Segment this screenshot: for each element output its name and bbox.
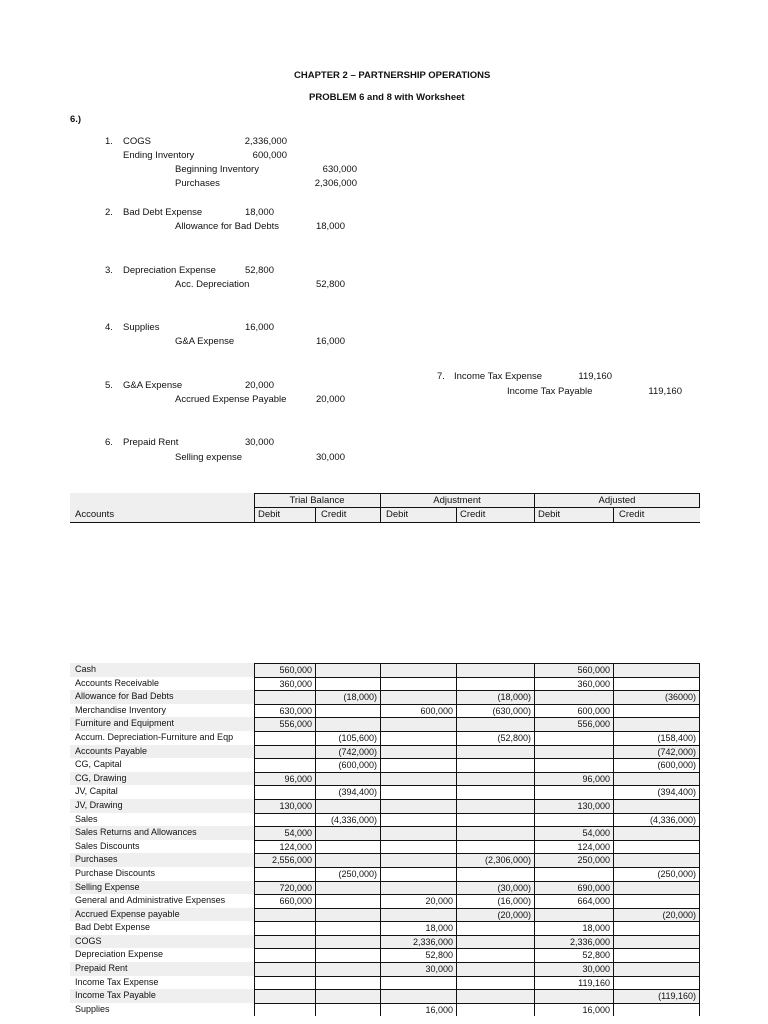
amount-cell: (20,000) [456,908,534,922]
table-row [70,690,700,704]
amount-cell [456,1003,534,1017]
amount-cell: (600,000) [315,758,380,772]
amount-cell [456,745,534,759]
entry-debit-account: Ending Inventory [123,150,195,161]
amount-cell: (742,000) [613,745,700,759]
amount-cell [380,908,456,922]
account-name: Merchandise Inventory [75,704,167,715]
debit-header: Debit [258,509,281,520]
table-row [70,948,700,962]
account-name: CG, Drawing [75,772,127,783]
amount-cell [456,758,534,772]
amount-cell [456,785,534,799]
account-name: Accrued Expense payable [75,908,180,919]
amount-cell: 690,000 [534,881,613,895]
amount-cell [380,826,456,840]
entry-debit-account: G&A Expense [123,380,183,391]
table-row [70,853,700,867]
account-name: Purchases [75,854,118,865]
account-name: Prepaid Rent [75,963,128,974]
entry-debit-account: Prepaid Rent [123,437,179,448]
entry-number: 2. [105,207,113,218]
amount-cell [254,690,315,704]
entry-credit-amount: 20,000 [315,394,345,405]
table-row [70,745,700,759]
header-divider [456,507,457,522]
amount-cell [254,935,315,949]
entry-debit-amount: 2,336,000 [244,136,287,147]
amount-cell [456,989,534,1003]
credit-header: Credit [460,509,486,520]
amount-cell: (158,400) [613,731,700,745]
amount-cell: (2,306,000) [456,853,534,867]
amount-cell: 560,000 [534,663,613,677]
amount-cell [380,772,456,786]
amount-cell [315,799,380,813]
amount-cell [380,853,456,867]
amount-cell: 130,000 [254,799,315,813]
amount-cell [534,867,613,881]
table-row [70,1003,700,1017]
amount-cell [380,690,456,704]
amount-cell: (18,000) [456,690,534,704]
header-divider [534,493,535,522]
amount-cell: 130,000 [534,799,613,813]
amount-cell [456,976,534,990]
amount-cell: 250,000 [534,853,613,867]
amount-cell [534,758,613,772]
amount-cell: (394,400) [315,785,380,799]
amount-cell [254,731,315,745]
account-name: Cash [75,664,97,674]
amount-cell [456,962,534,976]
amount-cell [456,813,534,827]
entry-credit-amount: 2,306,000 [314,178,357,189]
amount-cell [613,948,700,962]
account-name: Income Tax Payable [75,990,156,1001]
amount-cell: 360,000 [534,677,613,691]
account-name: Sales Discounts [75,840,140,851]
amount-cell [315,704,380,718]
amount-cell [254,745,315,759]
amount-cell [613,881,700,895]
table-row [70,867,700,881]
table-row [70,813,700,827]
amount-cell: 54,000 [254,826,315,840]
amount-cell [380,663,456,677]
amount-cell [380,717,456,731]
amount-cell [456,935,534,949]
amount-cell [315,840,380,854]
amount-cell [613,677,700,691]
entry-debit-amount: 30,000 [244,437,274,448]
entry-credit-account: Acc. Depreciation [175,279,250,290]
amount-cell [315,717,380,731]
entry-debit-account: COGS [123,136,151,147]
header-divider [699,493,700,507]
amount-cell: (4,336,000) [613,813,700,827]
account-name: Accum. Depreciation-Furniture and Eqp [75,731,234,742]
amount-cell [315,663,380,677]
amount-cell: 20,000 [380,894,456,908]
amount-cell [254,813,315,827]
account-name: Supplies [75,1003,110,1014]
amount-cell [380,799,456,813]
entry-credit-account: Selling expense [175,452,243,463]
amount-cell: 96,000 [254,772,315,786]
amount-cell [254,962,315,976]
table-row [70,717,700,731]
table-row [70,677,700,691]
amount-cell: 556,000 [534,717,613,731]
table-row [70,921,700,935]
table-row [70,894,700,908]
amount-cell [380,677,456,691]
entry-debit-amount: 52,800 [244,265,274,276]
amount-cell [613,962,700,976]
amount-cell: 30,000 [380,962,456,976]
amount-cell [315,989,380,1003]
amount-cell: 360,000 [254,677,315,691]
amount-cell [380,867,456,881]
problem-number: 6.) [70,114,82,125]
table-row [70,962,700,976]
amount-cell [456,840,534,854]
account-name: JV, Capital [75,786,118,797]
amount-cell [315,677,380,691]
debit-header: Debit [386,509,409,520]
amount-cell [254,758,315,772]
header-rule [254,493,700,494]
entry-number: 6. [105,437,113,448]
account-name: COGS [75,935,102,946]
amount-cell [613,1003,700,1017]
amount-cell [456,799,534,813]
amount-cell: 18,000 [534,921,613,935]
amount-cell: 52,800 [380,948,456,962]
table-row [70,840,700,854]
amount-cell: 630,000 [254,704,315,718]
entry-debit-amount: 16,000 [244,322,274,333]
entry-debit-amount: 18,000 [244,207,274,218]
amount-cell [613,840,700,854]
entry-credit-account: G&A Expense [175,336,235,347]
entry-credit-account: Income Tax Payable [507,386,593,397]
amount-cell [456,867,534,881]
table-row [70,772,700,786]
worksheet-table [70,663,700,1016]
amount-cell: 16,000 [380,1003,456,1017]
amount-cell [315,894,380,908]
amount-cell [380,976,456,990]
amount-cell: (394,400) [613,785,700,799]
amount-cell [380,881,456,895]
entry-number: 7. [437,371,445,382]
problem-title: PROBLEM 6 and 8 with Worksheet [309,92,465,103]
entry-number: 5. [105,380,113,391]
credit-header: Credit [619,509,645,520]
table-row [70,976,700,990]
amount-cell: 664,000 [534,894,613,908]
entry-credit-amount: 630,000 [322,164,357,175]
amount-cell: 2,556,000 [254,853,315,867]
table-row [70,908,700,922]
amount-cell: (4,336,000) [315,813,380,827]
entry-credit-amount: 52,800 [315,279,345,290]
amount-cell [613,826,700,840]
amount-cell: 96,000 [534,772,613,786]
amount-cell: (250,000) [315,867,380,881]
amount-cell: (18,000) [315,690,380,704]
amount-cell [315,908,380,922]
amount-cell [315,772,380,786]
amount-cell [315,948,380,962]
amount-cell: (250,000) [613,867,700,881]
entry-credit-account: Beginning Inventory [175,164,259,175]
amount-cell [613,717,700,731]
account-name: Bad Debt Expense [75,922,151,933]
amount-cell [613,894,700,908]
amount-cell [315,881,380,895]
header-divider [254,493,255,522]
table-row [70,758,700,772]
entry-debit-amount: 119,160 [578,371,612,382]
entry-debit-amount: 600,000 [252,150,287,161]
amount-cell: 556,000 [254,717,315,731]
account-name: Allowance for Bad Debts [75,691,174,702]
amount-cell: (16,000) [456,894,534,908]
amount-cell: 600,000 [380,704,456,718]
amount-cell [380,785,456,799]
amount-cell [315,935,380,949]
header-rule [70,522,700,523]
entry-debit-account: Depreciation Expense [123,265,216,276]
credit-header: Credit [321,509,347,520]
entry-number: 1. [105,136,113,147]
worksheet-header [70,493,700,523]
amount-cell [456,826,534,840]
amount-cell: (119,160) [613,989,700,1003]
amount-cell [534,908,613,922]
amount-cell: 2,336,000 [534,935,613,949]
entry-debit-account: Bad Debt Expense [123,207,203,218]
amount-cell [254,867,315,881]
header-divider [315,507,316,522]
amount-cell [613,935,700,949]
account-name: Depreciation Expense [75,949,164,960]
amount-cell: 18,000 [380,921,456,935]
entry-credit-amount: 30,000 [315,452,345,463]
amount-cell: (30,000) [456,881,534,895]
entry-number: 3. [105,265,113,276]
amount-cell [613,921,700,935]
amount-cell [380,813,456,827]
amount-cell [534,745,613,759]
entry-credit-amount: 18,000 [315,221,345,232]
amount-cell [315,826,380,840]
amount-cell [613,772,700,786]
table-row [70,799,700,813]
amount-cell [534,989,613,1003]
table-row [70,731,700,745]
amount-cell: 2,336,000 [380,935,456,949]
amount-cell [613,663,700,677]
amount-cell [613,704,700,718]
amount-cell [613,799,700,813]
amount-cell: 54,000 [534,826,613,840]
amount-cell [315,962,380,976]
amount-cell [254,785,315,799]
entry-credit-amount: 119,160 [648,386,682,397]
account-name: Sales Returns and Allowances [75,827,197,838]
amount-cell: (600,000) [613,758,700,772]
entry-debit-account: Income Tax Expense [454,371,543,382]
account-name: CG, Capital [75,759,122,770]
amount-cell [254,908,315,922]
amount-cell: 119,160 [534,976,613,990]
amount-cell [380,731,456,745]
accounts-header: Accounts [75,509,115,520]
amount-cell: 720,000 [254,881,315,895]
account-name: JV, Drawing [75,799,123,810]
debit-header: Debit [538,509,561,520]
amount-cell [315,1003,380,1017]
amount-cell [380,745,456,759]
account-name: Purchase Discounts [75,867,156,878]
amount-cell: 16,000 [534,1003,613,1017]
table-row [70,935,700,949]
amount-cell: (52,800) [456,731,534,745]
entry-credit-account: Accrued Expense Payable [175,394,287,405]
amount-cell [380,840,456,854]
amount-cell: (36000) [613,690,700,704]
entry-debit-account: Supplies [123,322,160,333]
account-name: Income Tax Expense [75,976,159,987]
account-name: Furniture and Equipment [75,718,175,729]
trial-balance-header: Trial Balance [289,495,345,506]
amount-cell [254,976,315,990]
entry-credit-account: Purchases [175,178,220,189]
table-row [70,704,700,718]
account-name: Sales [75,813,98,824]
amount-cell: 124,000 [254,840,315,854]
amount-cell [534,785,613,799]
entry-number: 4. [105,322,113,333]
amount-cell [456,948,534,962]
amount-cell: 124,000 [534,840,613,854]
entry-credit-amount: 16,000 [315,336,345,347]
amount-cell [315,976,380,990]
amount-cell [315,853,380,867]
amount-cell [456,921,534,935]
amount-cell [254,948,315,962]
amount-cell: (20,000) [613,908,700,922]
amount-cell [254,921,315,935]
amount-cell: 560,000 [254,663,315,677]
header-divider [380,493,381,522]
account-name: Accounts Receivable [75,677,160,688]
amount-cell [534,813,613,827]
entry-debit-amount: 20,000 [244,380,274,391]
amount-cell [534,731,613,745]
amount-cell [380,989,456,1003]
amount-cell: (630,000) [456,704,534,718]
amount-cell [380,758,456,772]
amount-cell [254,1003,315,1017]
entry-credit-account: Allowance for Bad Debts [175,221,280,232]
amount-cell [534,690,613,704]
table-row [70,989,700,1003]
adjustment-header: Adjustment [433,495,481,506]
header-rule [254,507,700,508]
amount-cell: 30,000 [534,962,613,976]
table-row [70,785,700,799]
amount-cell [315,921,380,935]
amount-cell: (105,600) [315,731,380,745]
table-row [70,881,700,895]
table-row [70,663,700,677]
amount-cell [456,772,534,786]
chapter-title: CHAPTER 2 – PARTNERSHIP OPERATIONS [294,70,491,81]
amount-cell: 660,000 [254,894,315,908]
amount-cell [456,663,534,677]
amount-cell [456,677,534,691]
account-name: Accounts Payable [75,745,148,756]
amount-cell: (742,000) [315,745,380,759]
amount-cell [613,853,700,867]
amount-cell [456,717,534,731]
amount-cell: 600,000 [534,704,613,718]
amount-cell [254,989,315,1003]
amount-cell [613,976,700,990]
adjusted-header: Adjusted [598,495,636,506]
amount-cell: 52,800 [534,948,613,962]
account-name: Selling Expense [75,881,140,892]
header-divider [613,507,614,522]
account-name: General and Administrative Expenses [75,895,226,906]
table-row [70,826,700,840]
